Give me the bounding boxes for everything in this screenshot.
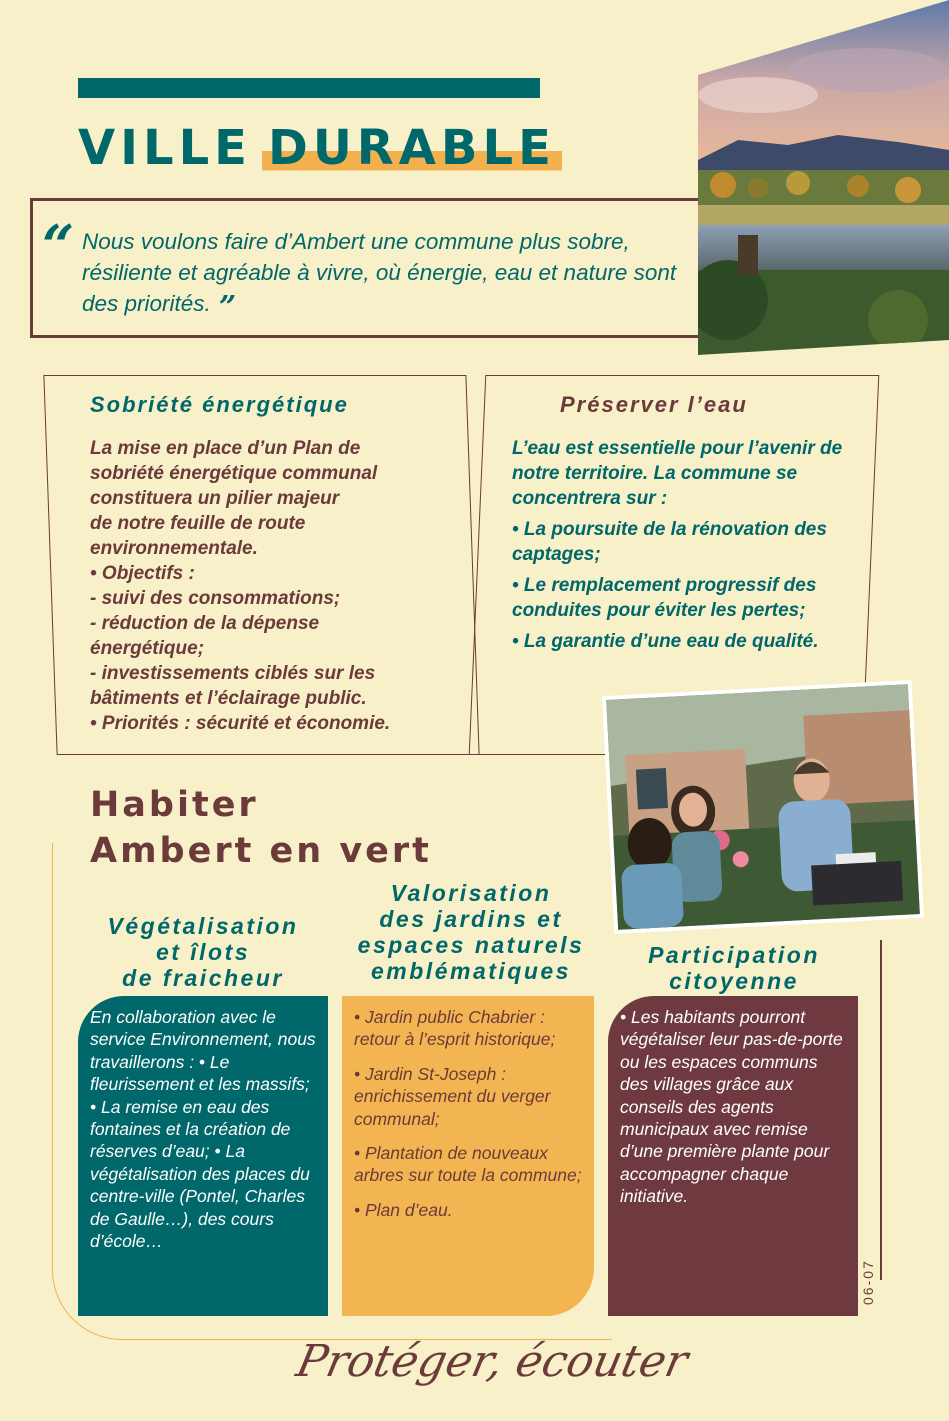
valorisation-title-line: des jardins et — [379, 906, 563, 932]
eau-body — [512, 436, 882, 660]
valorisation-item: • Jardin public Chabrier : retour à l’esprit historique; — [354, 1007, 556, 1050]
eau-intro: L’eau est essentielle pour l’avenir de notre territoire. La commune se concentrera sur : — [512, 438, 843, 509]
participation-title — [606, 942, 862, 994]
valorisation-box — [342, 996, 594, 1316]
open-quote-mark: “ — [42, 213, 75, 279]
sobriete-line: • Objectifs : — [90, 563, 195, 584]
participation-title-line: Participation — [648, 942, 820, 968]
eau-item: • Le remplacement progressif des conduites pour éviter les pertes; — [512, 575, 817, 621]
valorisation-title-line: espaces naturels — [357, 932, 585, 958]
title-durable: DURABLE — [262, 120, 562, 176]
valorisation-title-line: emblématiques — [371, 958, 571, 984]
sobriete-body — [90, 436, 460, 736]
sobriete-line: - suivi des consommations; — [90, 588, 341, 609]
title-ville: VILLE — [78, 120, 252, 176]
participation-title-line: citoyenne — [669, 968, 799, 994]
participation-box — [608, 996, 858, 1316]
valorisation-title-line: Valorisation — [390, 880, 552, 906]
valorisation-title — [332, 880, 610, 984]
section-frame-right — [880, 940, 882, 1280]
sobriete-title: Sobriété énergétique — [90, 392, 349, 417]
sobriete-line: - investissements ciblés sur les — [90, 663, 376, 684]
header-bar — [78, 78, 540, 98]
vegetalisation-text: En collaboration avec le service Environnement, nous travaillerons : • Le fleurissement et les massifs; • La remise en eau des fontaines et la création de réserves d’eau; • La végétalisation des places du centre-ville (Pontel, Charles de Gaulle…), des cours d’école… — [90, 1007, 316, 1252]
landscape-photo — [698, 0, 949, 355]
quote-block — [82, 226, 702, 323]
valorisation-item: • Plan d’eau. — [354, 1199, 453, 1220]
vegetalisation-title-line: de fraicheur — [122, 965, 284, 991]
sobriete-line: sobriété énergétique communal — [90, 463, 378, 484]
vegetalisation-box — [78, 996, 328, 1316]
quote-text: Nous voulons faire d’Ambert une commune plus sobre, résiliente et agréable à vivre, où énergie, eau et nature sont des priorités. — [82, 229, 677, 316]
svg-text:Protéger, écouter: Protéger, écouter — [292, 1336, 693, 1387]
sobriete-line: constituera un pilier majeur — [90, 488, 340, 509]
page-number: 06-07 — [860, 1259, 876, 1305]
sobriete-line: environnementale. — [90, 538, 258, 559]
meeting-photo — [602, 680, 924, 934]
valorisation-item: • Jardin St-Joseph : enrichissement du verger communal; — [354, 1063, 551, 1129]
vegetalisation-title-line: Végétalisation — [107, 913, 299, 939]
vegetalisation-title — [78, 913, 328, 991]
eau-item: • La garantie d’une eau de qualité. — [512, 631, 819, 652]
habiter-line1: Habiter — [90, 785, 259, 825]
valorisation-item: • Plantation de nouveaux arbres sur toute la commune; — [354, 1143, 582, 1186]
sobriete-line: énergétique; — [90, 638, 205, 659]
close-quote-mark: ” — [218, 290, 237, 325]
sobriete-line: La mise en place d’un Plan de — [90, 438, 361, 459]
vegetalisation-title-line: et îlots — [155, 939, 251, 965]
habiter-heading — [90, 782, 490, 874]
page-title — [78, 118, 562, 178]
sobriete-line: bâtiments et l’éclairage public. — [90, 688, 367, 709]
sobriete-line: • Priorités : sécurité et économie. — [90, 713, 391, 734]
sobriete-line: - réduction de la dépense — [90, 613, 320, 634]
eau-title: Préserver l’eau — [560, 392, 748, 417]
participation-text: • Les habitants pourront végétaliser leur pas-de-porte ou les espaces communs des villages grâce aux conseils des agents municipaux avec remise d’une première plante pour accompagner chaque initiative. — [620, 1007, 843, 1207]
eau-item: • La poursuite de la rénovation des captages; — [512, 519, 827, 565]
habiter-line2: Ambert en vert — [90, 831, 432, 871]
signature-handwriting — [292, 1326, 693, 1406]
sobriete-line: de notre feuille de route — [90, 513, 306, 534]
